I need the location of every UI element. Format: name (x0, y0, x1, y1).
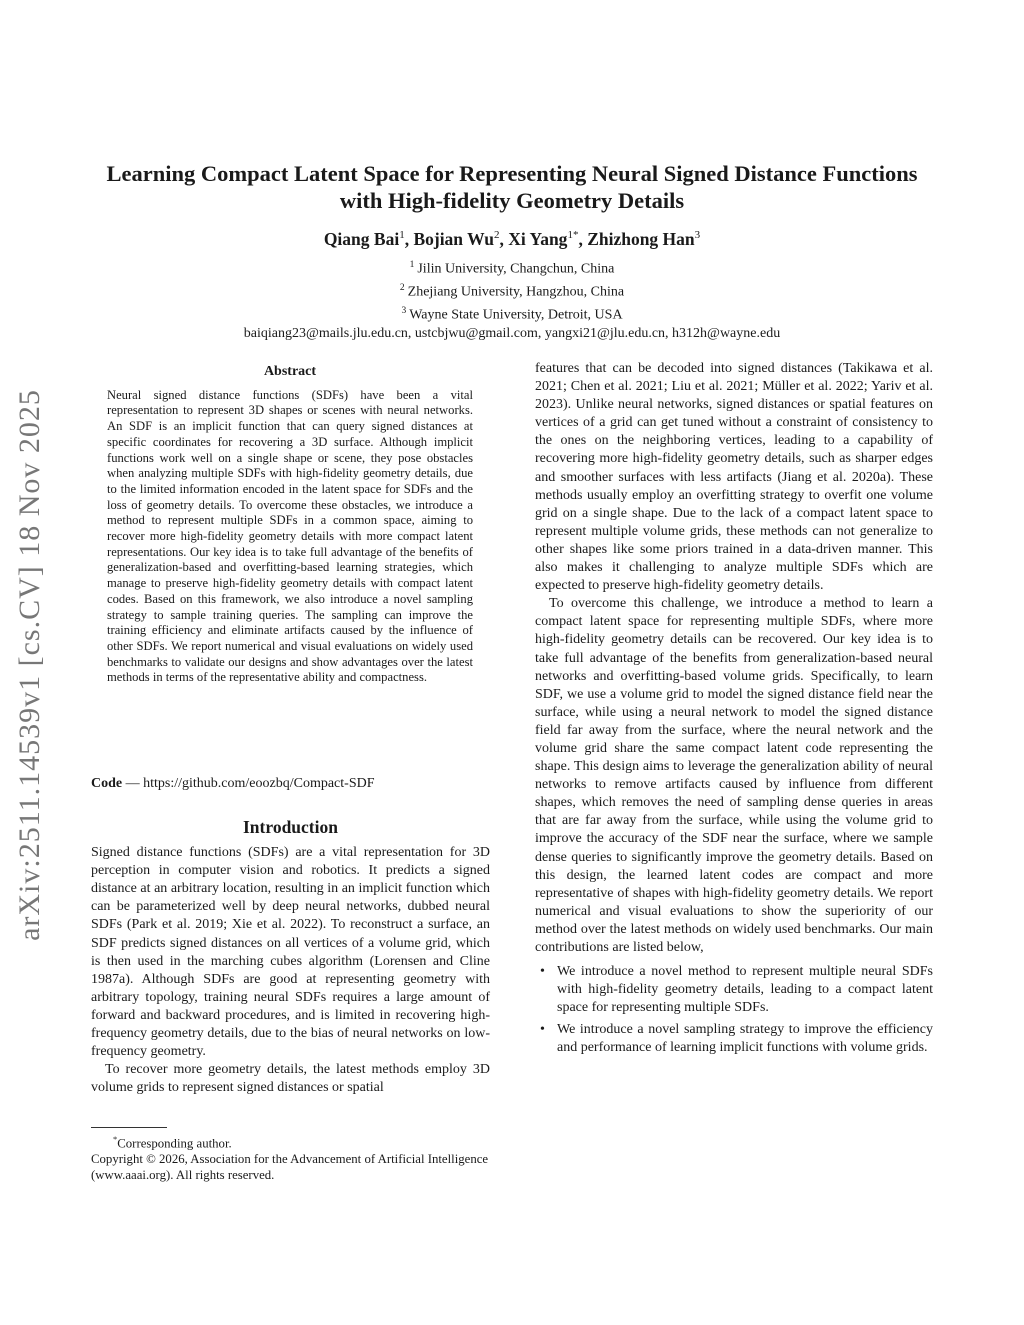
footnote (91, 1127, 490, 1183)
right-paragraph-1: features that can be decoded into signed distances (Takikawa et al. 2021; Chen et al. 2021; Liu et al. 2021; Müller et al. 2022; Yariv et al. 2023). Unlike neural networks, signed distances or spatial features on vertices of a grid can get tuned without a constraint of consistency to the ones on the neighboring vertices, leading to a capability of recovering more high-fidelity geometry details, such as sharper edges and smoother surfaces with less artifacts (Jiang et al. 2020a). These methods usually employ an overfitting strategy to overfit one volume grid on a single shape. Due to the lack of a compact latent space to represent multiple volume grids, these methods can not generalize to other shapes like some priors trained in a data-driven manner. This also makes it challenging to analyze multiple SDFs which are expected to preserve high-fidelity geometry details. (535, 361, 933, 594)
author-emails: baiqiang23@mails.jlu.edu.cn, ustcbjwu@gmail.com, yangxi21@jlu.edu.cn, h312h@wayne.edu (243, 326, 781, 342)
code-label: Code (91, 776, 123, 791)
affiliation: $^2$ Zhejiang University, Hangzhou, China (399, 283, 625, 300)
arxiv-identifier: arXiv:2511.14539v1 [cs.CV] 18 Nov 2025 (13, 389, 46, 941)
corresponding-note: *Corresponding author. (113, 1134, 232, 1151)
bullet-icon: • (540, 964, 545, 980)
author: Qiang Bai$^1$, (323, 229, 414, 249)
bullet-icon: • (540, 1022, 545, 1038)
footnote-rule (91, 1127, 167, 1128)
paper-title: Learning Compact Latent Space for Representing Neural Signed Distance Functions with High-fidelity Geometry Details (106, 161, 918, 213)
affiliation: $^1$ Jilin University, Changchun, China (409, 260, 615, 277)
author: Zhizhong Han$^3$ (587, 229, 701, 249)
affiliation: $^3$ Wayne State University, Detroit, USA (401, 306, 623, 323)
code-link[interactable]: https://github.com/eoozbq/Compact-SDF (143, 776, 375, 791)
copyright-note: Copyright © 2026, Association for the Advancement of Artificial Intelligence (www.aaai.org). All rights reserved. (91, 1152, 489, 1183)
author: Xi Yang$^{1*}$, (508, 229, 588, 249)
abstract-heading: Abstract (263, 364, 317, 379)
introduction-paragraph-1: Signed distance functions (SDFs) are a vital representation for 3D perception in computer vision and robotics. It predicts a signed distance at an arbitrary location, resulting in an implicit function which can be parameterized well by deep neural networks, dubbed neural SDFs (Park et al. 2019; Xie et al. 2022). To reconstruct a surface, an SDF predicts signed distances on all vertices of a volume grid, which is then used in the marching cubes algorithm (Lorensen and Cline 1987a). Although SDFs are good at representing geometry with arbitrary topology, training neural SDFs requires a large amount of forward and backward procedures, and is limited in recovering high-frequency geometry details, due to the bias of neural networks on low-frequency geometry. (91, 845, 490, 1060)
contributions-list (535, 963, 933, 1057)
list-item: • We introduce a novel method to represent multiple neural SDFs with high-fidelity geometry details, leading to a compact latent space for representing multiple SDFs. (540, 964, 933, 1016)
right-column (535, 360, 933, 1062)
author-list (90, 229, 934, 250)
author: Bojian Wu$^2$, (413, 229, 509, 249)
abstract-text: Neural signed distance functions (SDFs) have been a vital representation to represent 3D shapes or scenes with neural networks. An SDF is an implicit function that can query signed distances at specific coordinates for recovering a 3D surface. Although implicit functions work well on a single shape or scene, they pose obstacles when analyzing multiple SDFs with high-fidelity geometry details, due to the limited information encoded in the latent space for SDFs and the loss of geometry details. To overcome these obstacles, we introduce a method to represent multiple SDFs in a common space, aiming to recover more high-fidelity geometry details with more compact latent representations. Our key idea is to take full advantage of the benefits of generalization-based and overfitting-based learning strategies, which manage to preserve high-fidelity geometry details with compact latent codes. Based on this framework, we also introduce a novel sampling strategy to sample training queries. The sampling can improve the training efficiency and eliminate artifacts caused by the influence of other SDFs. We report numerical and visual evaluations on widely used benchmarks to validate our designs and show advantages over the latest methods in terms of the representative ability and compactness. (107, 387, 473, 685)
introduction-heading: Introduction (243, 817, 338, 837)
list-item: • We introduce a novel sampling strategy to improve the efficiency and performance of learning implicit functions with volume grids. (540, 1022, 933, 1056)
code-line: Code — https://github.com/eoozbq/Compact-SDF (91, 776, 375, 791)
introduction-paragraph-2: To recover more geometry details, the latest methods employ 3D volume grids to represent signed distances or spatial (91, 1062, 490, 1096)
abstract-section (107, 364, 473, 686)
affiliations (90, 256, 934, 344)
right-paragraph-2: To overcome this challenge, we introduce a method to learn a compact latent space for representing multiple SDFs, where more high-fidelity geometry details can be recovered. Our key idea is to take full advantage of the benefits from generalization-based neural networks and overfitting-based volume grids. Specifically, to learn SDF, we use a volume grid to model the signed distance field near the surface, while using a neural network to model the signed distance field far away from the surface, where the neural network and the volume grid share the same compact latent code representing the shape. This design aims to leverage the generalization ability of neural networks to remove artifacts caused by influence from different shapes, which removes the need of sampling dense queries in areas that are far away from the surface, while using the volume grid to improve the accuracy of the SDF near the surface, where we sample dense queries to significantly improve the geometry details. Based on this design, the learned latent codes are compact and more representative of shapes with high-fidelity geometry details. We report numerical and visual evaluations to show the superiority of our method over the latest methods on widely used benchmarks. Our main contributions are listed below, (535, 596, 933, 955)
introduction-section (91, 818, 490, 1097)
